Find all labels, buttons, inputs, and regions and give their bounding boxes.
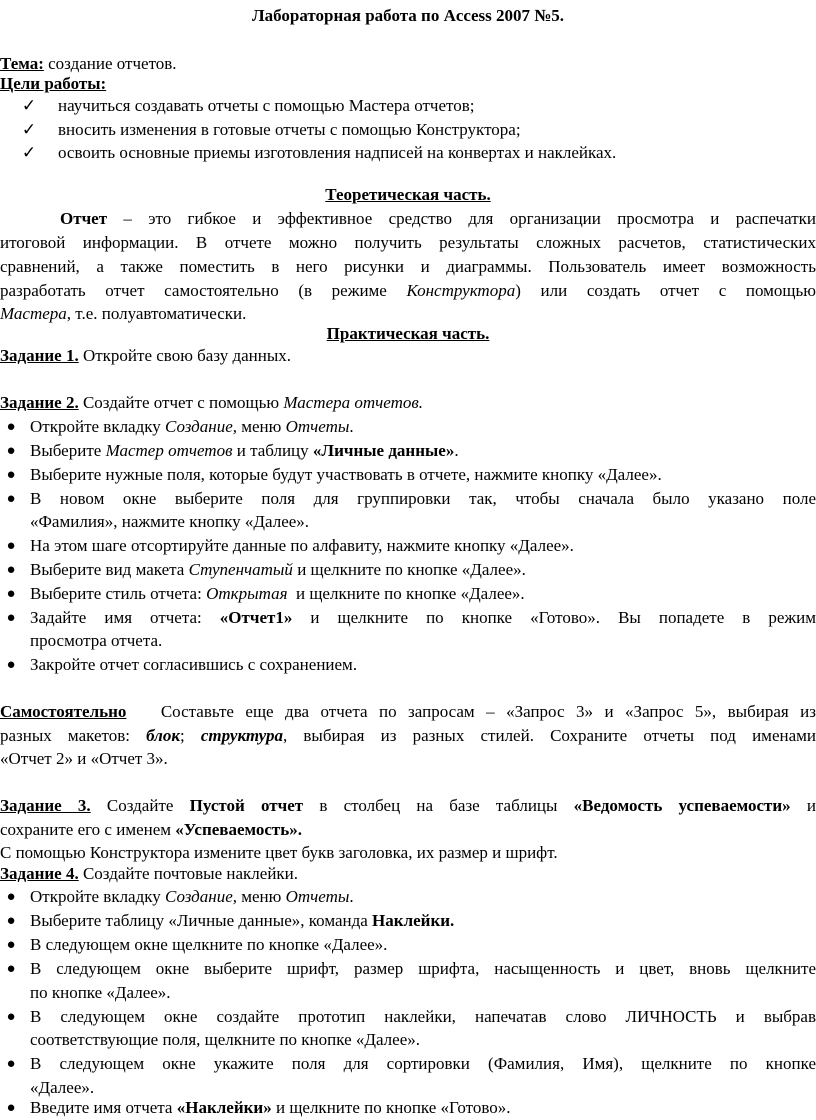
bullet-icon: ● [6, 443, 16, 459]
task4-label: Задание 4. [0, 864, 79, 883]
practice-heading: Практическая часть. [326, 324, 490, 343]
bullet-icon: ● [6, 467, 16, 483]
bullet-icon: ● [6, 913, 16, 929]
bullet-icon: ● [6, 419, 16, 435]
independent-line: разных макетов: блок; структура, выбирая из разных стилей. Сохраните отчеты под именами [0, 726, 816, 745]
list-item-cont: просмотра отчета. [30, 631, 163, 650]
task3-line: сохраните его с именем «Успеваемость». [0, 820, 303, 839]
bullet-icon: ● [6, 937, 16, 953]
topic-label: Тема: [0, 54, 44, 73]
list-item: ● На этом шаге отсортируйте данные по алфавиту, нажмите кнопку «Далее». [0, 534, 816, 558]
theory-line: Отчет – это гибкое и эффективное средство для организации просмотра и распечатки [60, 209, 816, 228]
list-item: ● В следующем окне укажите поля для сортировки (Фамилия, Имя), щелкните по кнопке [0, 1052, 816, 1076]
list-item: ● В следующем окне щелкните по кнопке «Далее». [0, 933, 816, 957]
list-item: ● Задайте имя отчета: «Отчет1» и щелкните по кнопке «Готово». Вы попадете в режим [0, 606, 816, 630]
task2-line: Задание 2. Создайте отчет с помощью Мастера отчетов. [0, 393, 423, 412]
task4-line: Задание 4. Создайте почтовые наклейки. [0, 864, 299, 883]
list-item: ● Выберите таблицу «Личные данные», команда Наклейки. [0, 909, 816, 933]
list-item: ● Выберите нужные поля, которые будут участвовать в отчете, нажмите кнопку «Далее». [0, 463, 816, 487]
goal-item: ✓ освоить основные приемы изготовления надписей на конвертах и наклейках. [0, 141, 816, 165]
independent-line: Самостоятельно Составьте еще два отчета по запросам – «Запрос 3» и «Запрос 5», выбирая из [0, 702, 816, 721]
bullet-icon: ● [6, 889, 16, 905]
list-item-cont: «Далее». [30, 1078, 95, 1097]
bullet-icon: ● [6, 610, 16, 626]
list-item: ● Выберите Мастер отчетов и таблицу «Личные данные». [0, 439, 816, 463]
theory-line: Мастера, т.е. полуавтоматически. [0, 304, 247, 323]
task3-line: Задание 3. Создайте Пустой отчет в столбец на базе таблицы «Ведомость успеваемости» и [0, 796, 816, 815]
task3-line: С помощью Конструктора измените цвет букв заголовка, их размер и шрифт. [0, 843, 558, 862]
list-item: ● Откройте вкладку Создание, меню Отчеты. [0, 885, 816, 909]
goal-item: ✓ вносить изменения в готовые отчеты с помощью Конструктора; [0, 118, 816, 142]
bullet-icon: ● [6, 1056, 16, 1072]
goals-label: Цели работы: [0, 74, 107, 93]
bullet-icon: ● [6, 586, 16, 602]
theory-line: разработать отчет самостоятельно (в режиме Конструктора) или создать отчет с помощью [0, 281, 816, 300]
bullet-icon: ● [6, 1009, 16, 1025]
theory-heading: Теоретическая часть. [325, 185, 491, 204]
list-item-cont: «Фамилия», нажмите кнопку «Далее». [30, 512, 310, 531]
task2-label: Задание 2. [0, 393, 79, 412]
task1-line: Задание 1. Откройте свою базу данных. [0, 346, 292, 365]
list-item: ● В новом окне выберите поля для группировки так, чтобы сначала было указано поле [0, 487, 816, 511]
list-item: ● В следующем окне выберите шрифт, размер шрифта, насыщенность и цвет, вновь щелкните [0, 957, 816, 981]
bullet-icon: ● [6, 538, 16, 554]
document-title: Лабораторная работа по Access 2007 №5. [251, 6, 565, 25]
topic-text: создание отчетов. [43, 54, 177, 73]
list-item: ● Выберите вид макета Ступенчатый и щелкните по кнопке «Далее». [0, 558, 816, 582]
list-item: ● Выберите стиль отчета: Открытая и щелкните по кнопке «Далее». [0, 582, 816, 606]
check-icon: ✓ [21, 143, 37, 162]
list-item: ● Закройте отчет согласившись с сохранением. [0, 653, 816, 677]
list-item: ● Откройте вкладку Создание, меню Отчеты. [0, 415, 816, 439]
theory-term: Отчет [60, 209, 108, 228]
list-item: ● Введите имя отчета «Наклейки» и щелкните по кнопке «Готово». [0, 1096, 816, 1120]
bullet-icon: ● [6, 562, 16, 578]
check-icon: ✓ [21, 96, 37, 115]
bullet-icon: ● [6, 491, 16, 507]
independent-line: «Отчет 2» и «Отчет 3». [0, 749, 168, 768]
bullet-icon: ● [6, 657, 16, 673]
goal-item: ✓ научиться создавать отчеты с помощью Мастера отчетов; [0, 94, 816, 118]
list-item-cont: по кнопке «Далее». [30, 983, 171, 1002]
check-icon: ✓ [21, 120, 37, 139]
bullet-icon: ● [6, 1100, 16, 1116]
task3-label: Задание 3. [0, 796, 91, 815]
list-item-cont: соответствующие поля, щелкните по кнопке «Далее». [30, 1030, 420, 1049]
task1-label: Задание 1. [0, 346, 79, 365]
list-item: ● В следующем окне создайте прототип наклейки, напечатав слово ЛИЧНОСТЬ и выбрав [0, 1005, 816, 1029]
theory-line: сравнений, а также поместить в него рисунки и диаграммы. Пользователь имеет возможность [0, 257, 816, 276]
independent-label: Самостоятельно [0, 702, 127, 721]
bullet-icon: ● [6, 961, 16, 977]
theory-line: итоговой информации. В отчете можно получить результаты сложных расчетов, статистических [0, 233, 816, 252]
